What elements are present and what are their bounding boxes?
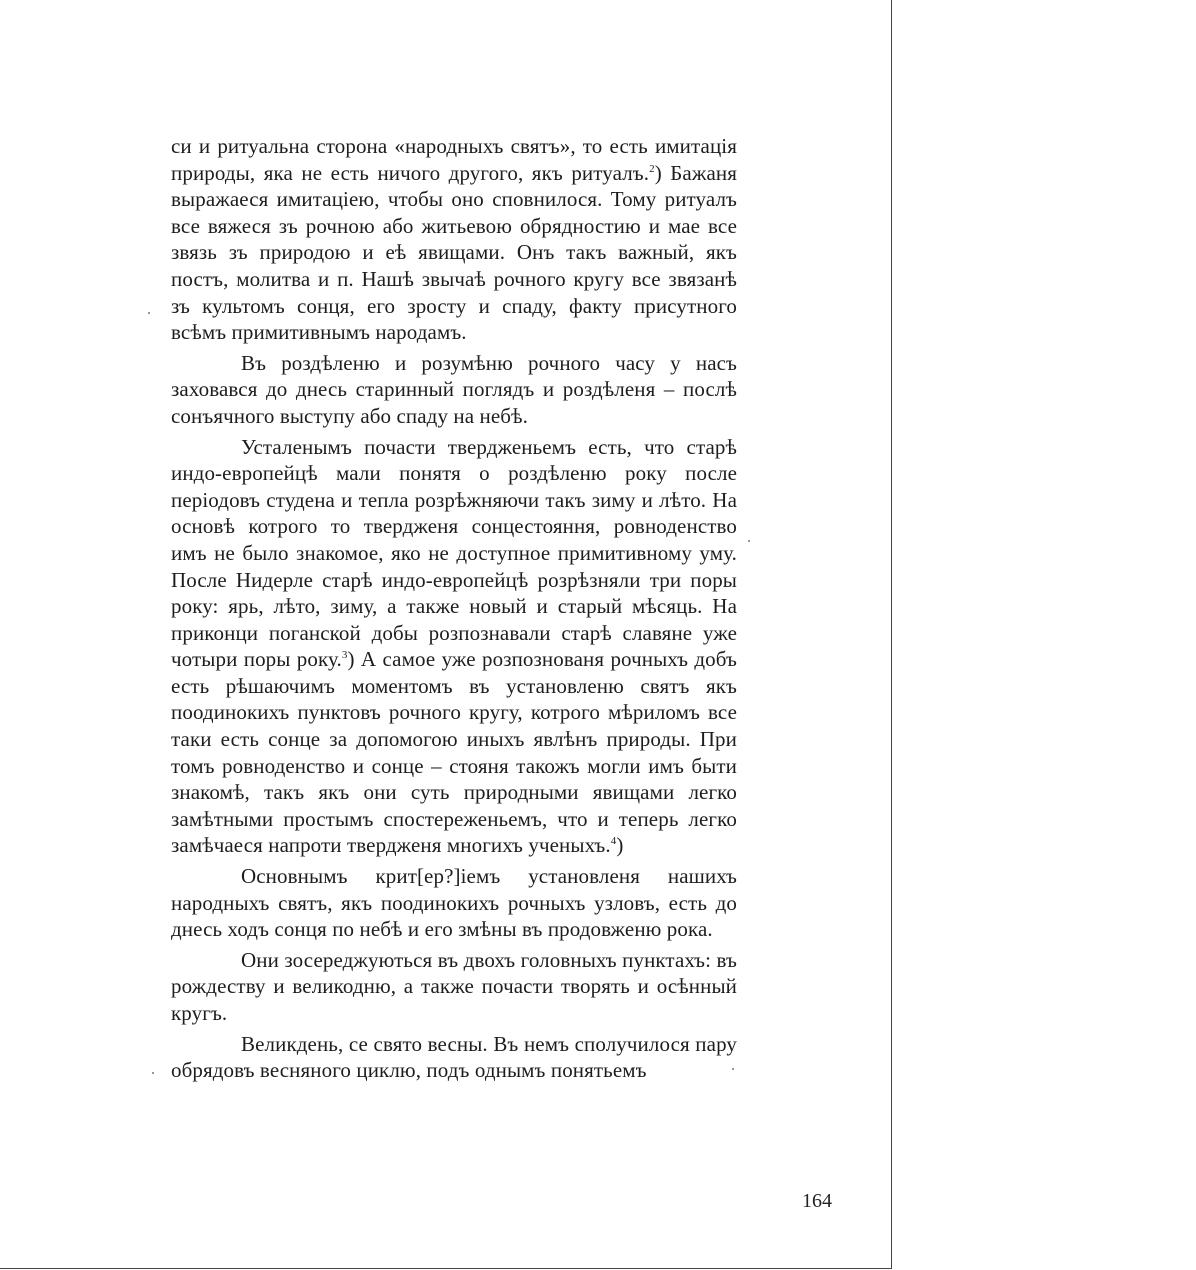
text-run: Великдень, се свято весны. Въ немъ сполучилося пару обрядовъ весняного циклю, подъ однымъ понятьемъ <box>171 1031 737 1083</box>
text-run: Усталенымъ почасти твердженьемъ есть, что старѣ индо-европейцѣ мали понятя о роздѣленю року после перiодовъ студена и тепла розрѣжняючи такъ зиму и лѣто. На основѣ котрого то твердженя сонцестояння, ровноденство имъ не было знакомое, яко не доступное примитивному уму. После Нидерле старѣ индо-европейцѣ розрѣзняли три поры року: ярь, лѣто, зиму, а также новый и старый мѣсяць. На приконци поганской добы розпознавали старѣ славяне уже чотыри поры року. <box>171 434 737 672</box>
text-run: ) <box>616 833 624 858</box>
paragraph <box>171 133 737 346</box>
text-run: ) А самое уже розпознованя рочныхъ добъ есть рѣшаючимъ моментомъ въ установленю святъ якъ поодинокихъ пунктовъ рочного кругу, котрого мѣриломъ все таки есть сонце за допомогою иныхъ явлѣнъ природы. При томъ ровноденство и сонце – стояня такожъ могли имъ быти знакомѣ, такъ якъ они суть природными явищами легко замѣтными простымъ спостереженьемъ, что и теперь легко замѣчаеся напроти твердженя многихъ ученыхъ. <box>171 647 737 858</box>
text-run: Основнымъ крит[ер?]iемъ установленя нашихъ народныхъ святъ, якъ поодинокихъ рочныхъ узловъ, есть до днесь ходъ сонця по небѣ и его змѣны въ продовженю рока. <box>171 864 737 942</box>
paragraph <box>171 863 737 943</box>
text-run: ) Бажаня выражаеся имитацiею, чтобы оно сповнилося. Тому ритуалъ все вяжеся зъ рочною або житьевою обрядностию и мае все звязь зъ природою и еѣ явищами. Онъ такъ важный, якъ постъ, молитва и п. Нашѣ звычаѣ рочного кругу все звязанѣ зъ культомъ сонця, его зросту и спаду, факту присутного всѣмъ примитивнымъ народамъ. <box>171 160 737 345</box>
text-run: си и ритуальна сторона «народныхъ святъ», то есть имитацiя природы, яка не есть ничого другого, якъ ритуалъ. <box>171 134 737 185</box>
text-run: Въ роздѣленю и розумѣню рочного часу у насъ заховався до днесь старинный поглядъ и роздѣленя – послѣ сонъячного выступу або спаду на небѣ. <box>171 350 737 428</box>
scan-speck <box>152 1072 154 1074</box>
scan-speck <box>148 312 150 314</box>
scan-speck <box>748 540 750 542</box>
paragraph <box>171 947 737 1027</box>
scan-speck <box>732 1068 734 1070</box>
footnote-marker: 2 <box>649 162 655 175</box>
page-number: 164 <box>802 1190 832 1212</box>
paragraph <box>171 434 737 860</box>
paragraph <box>171 1031 737 1084</box>
paragraph <box>171 350 737 430</box>
footnote-marker: 3 <box>341 649 348 662</box>
text-run: Они зосереджуються въ двохъ головныхъ пунктахъ: въ рождеству и великодню, а также почасти творять и осѣнный кругъ. <box>171 947 737 1025</box>
footnote-marker: 4 <box>610 835 617 848</box>
body-text <box>171 133 737 1084</box>
